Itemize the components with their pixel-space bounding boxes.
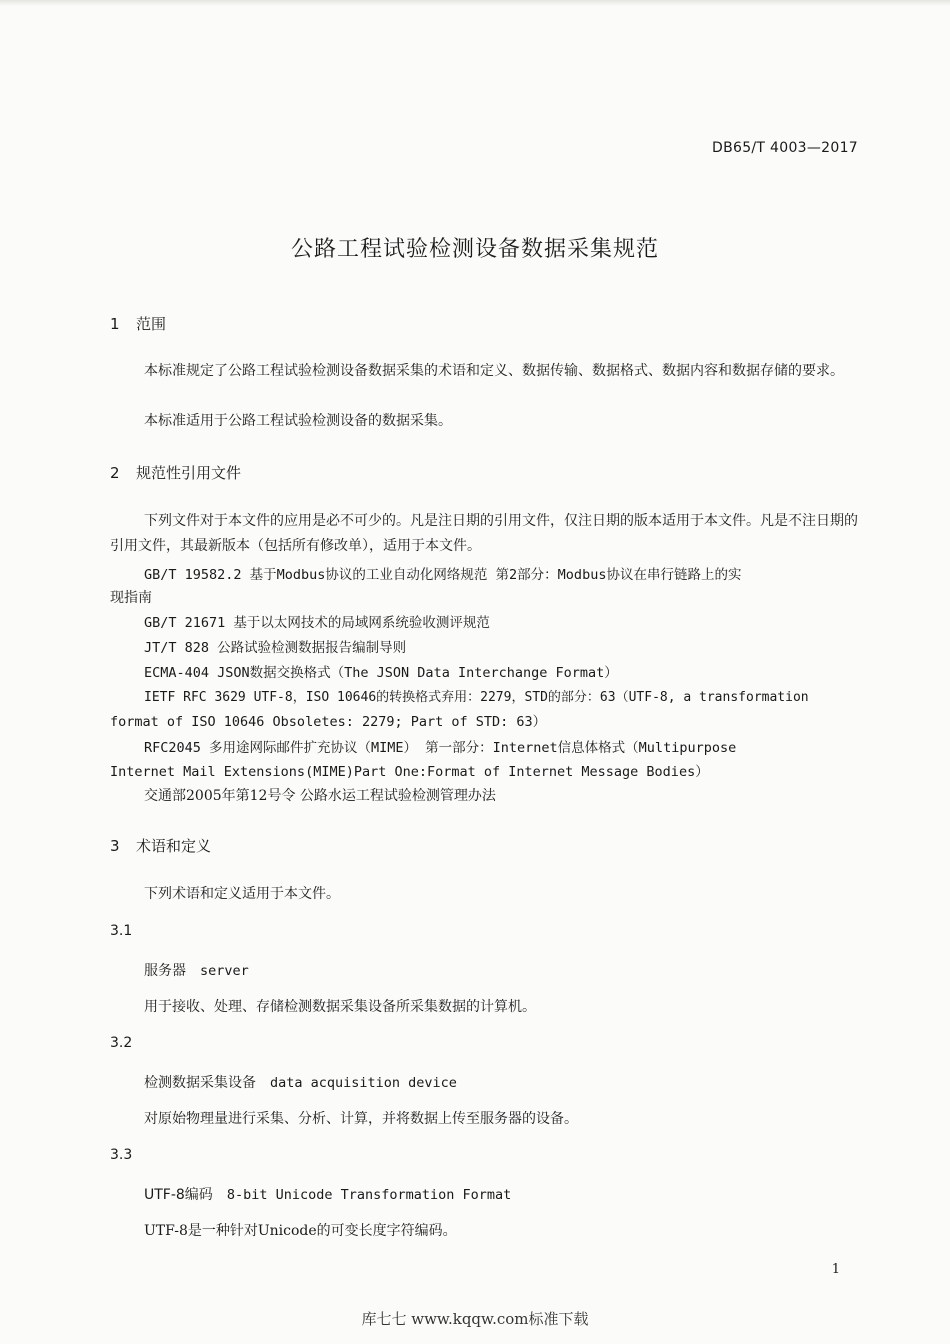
term-title: [144, 960, 249, 980]
reference-item: 交通部2005年第12号令 公路水运工程试验检测管理办法: [144, 788, 496, 804]
reference-item: ECMA-404 JSON数据交换格式（The JSON Data Interchange Format）: [144, 665, 618, 681]
section-title: 术语和定义: [136, 837, 212, 855]
term-title: [144, 1072, 457, 1092]
reference-item-continuation: 现指南: [110, 590, 152, 606]
section-1-paragraph-1: 本标准规定了公路工程试验检测设备数据采集的术语和定义、数据传输、数据格式、数据内容和数据存储的要求。: [144, 363, 844, 379]
section-title: 规范性引用文件: [136, 464, 242, 482]
section-number: 1: [110, 315, 120, 333]
term-chinese: 检测数据采集设备: [144, 1075, 256, 1091]
reference-item: RFC2045 多用途网际邮件扩充协议（MIME） 第一部分：Internet信息体格式（Multipurpose: [144, 740, 737, 756]
term-english: 8-bit Unicode Transformation Format: [226, 1187, 512, 1203]
section-number: 3: [110, 837, 120, 855]
scan-edge: [0, 0, 950, 6]
term-english: server: [200, 963, 249, 979]
reference-item: GB/T 19582.2 基于Modbus协议的工业自动化网络规范 第2部分：Modbus协议在串行链路上的实: [144, 567, 742, 583]
term-chinese: UTF-8编码: [144, 1187, 213, 1203]
term-english: data acquisition device: [270, 1075, 457, 1091]
section-1-paragraph-2: 本标准适用于公路工程试验检测设备的数据采集。: [144, 413, 452, 429]
section-2-heading: [110, 462, 241, 483]
watermark-footer: 库七七 www.kqqw.com标准下载: [361, 1310, 589, 1328]
term-number: 3.1: [110, 923, 133, 939]
term-number: 3.3: [110, 1147, 133, 1163]
document-title: 公路工程试验检测设备数据采集规范: [290, 237, 659, 262]
section-number: 2: [110, 464, 120, 482]
reference-item: IETF RFC 3629 UTF-8，ISO 10646的转换格式弃用：2279，STD的部分：63（UTF-8, a transformation: [144, 690, 809, 705]
section-2-intro: 下列文件对于本文件的应用是必不可少的。凡是注日期的引用文件，仅注日期的版本适用于本文件。凡是不注日期的引用文件，其最新版本（包括所有修改单），适用于本文件。: [110, 513, 858, 554]
document-number: DB65/T 4003—2017: [712, 140, 858, 156]
term-definition: UTF-8是一种针对Unicode的可变长度字符编码。: [144, 1223, 457, 1239]
page-number: 1: [831, 1262, 840, 1277]
term-chinese: 服务器: [144, 963, 186, 979]
section-1-heading: [110, 313, 166, 334]
term-title: [144, 1184, 511, 1204]
reference-item-continuation: Internet Mail Extensions(MIME)Part One:Format of Internet Message Bodies）: [110, 764, 709, 780]
reference-item: GB/T 21671 基于以太网技术的局域网系统验收测评规范: [144, 615, 490, 631]
reference-item: JT/T 828 公路试验检测数据报告编制导则: [144, 640, 407, 656]
term-number: 3.2: [110, 1035, 133, 1051]
term-definition: 用于接收、处理、存储检测数据采集设备所采集数据的计算机。: [144, 999, 536, 1015]
section-3-intro: 下列术语和定义适用于本文件。: [144, 886, 340, 902]
reference-item-continuation: format of ISO 10646 Obsoletes: 2279; Part of STD: 63）: [110, 714, 547, 730]
section-3-heading: [110, 835, 211, 856]
section-title: 范围: [136, 315, 167, 333]
term-definition: 对原始物理量进行采集、分析、计算，并将数据上传至服务器的设备。: [144, 1111, 578, 1127]
